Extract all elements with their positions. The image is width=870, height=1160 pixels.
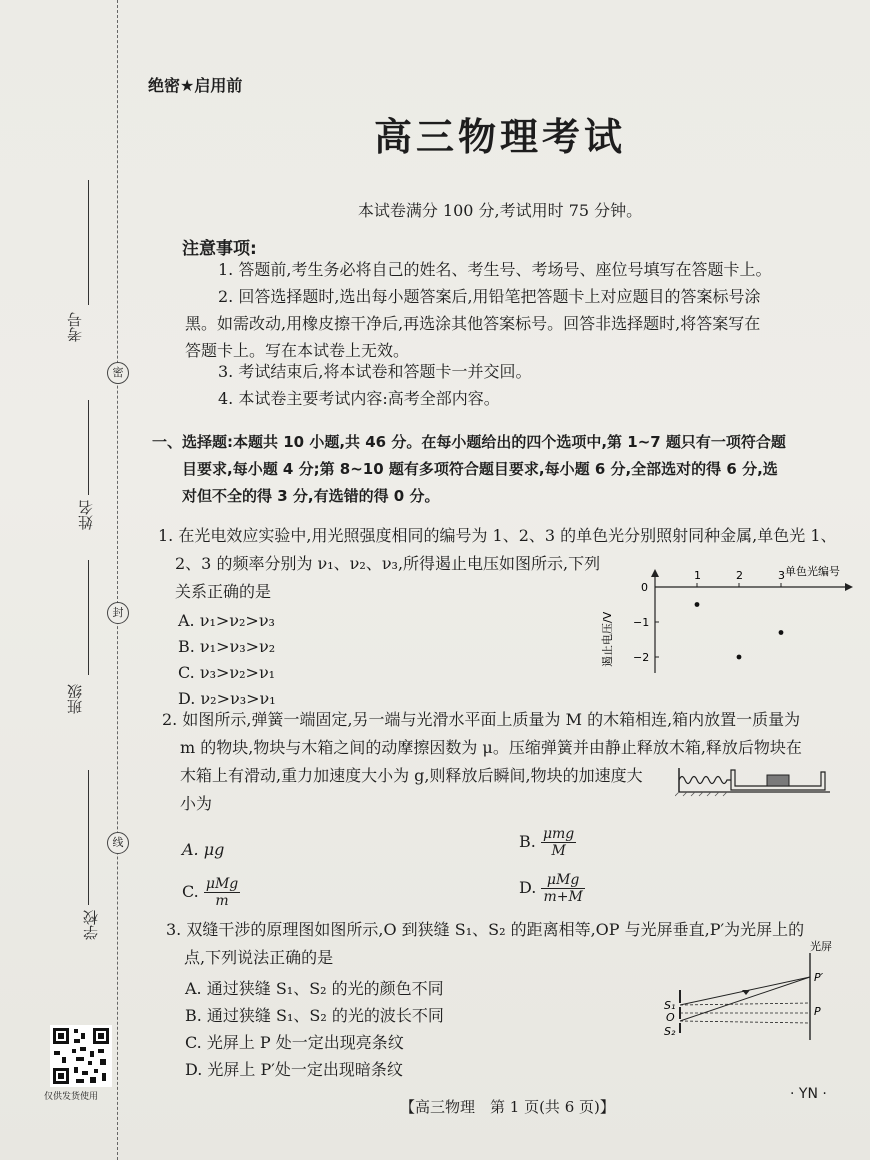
name-label: 姓名 <box>77 500 95 530</box>
notice-item-1: 1. 答题前,考生务必将自己的姓名、考生号、考场号、座位号填写在答题卡上。 <box>218 260 772 279</box>
q2-option-c: C. $\frac{\text{μMg}}{m}$ <box>182 876 239 909</box>
q3-stem-1: 3. 双缝干涉的原理图如图所示,O 到狭缝 S₁、S₂ 的距离相等,OP 与光屏垂直,P′为光屏上的 <box>166 920 805 939</box>
s1-label: S₁ <box>664 999 676 1012</box>
notice-item-2-cont: 黑。如需改动,用橡皮擦干净后,再选涂其他答案标号。回答非选择题时,将答案写在 <box>185 314 761 333</box>
q1-option-c: C. ν₃>ν₂>ν₁ <box>178 663 276 682</box>
p-label: P <box>814 1005 821 1018</box>
q1-stem-2: 2、3 的频率分别为 ν₁、ν₂、ν₃,所得遏止电压如图所示,下列 <box>175 554 601 573</box>
qr-caption: 仅供发货使用 <box>44 1092 99 1102</box>
x-tick-label-3: 3 <box>778 569 785 582</box>
qr-code-icon <box>50 1025 112 1087</box>
exam-no-label: 考号 <box>66 312 84 342</box>
x-tick-label-1: 1 <box>694 569 701 582</box>
y-tick-label--2: −2 <box>633 651 650 664</box>
binding-dash-line <box>117 0 118 1160</box>
q2-figure <box>675 762 835 798</box>
class-label: 班级 <box>66 684 84 714</box>
q3-figure <box>660 935 840 1045</box>
section-heading-2: 目要求,每小题 4 分;第 8~10 题有多项符合题目要求,每小题 6 分,全部选对的得 6 分,选 <box>182 460 778 478</box>
notice-item-3: 3. 考试结束后,将本试卷和答题卡一并交回。 <box>218 362 532 381</box>
q1-option-d: D. ν₂>ν₃>ν₁ <box>178 689 276 708</box>
page-title: 高三物理考试 <box>373 115 626 159</box>
q2-option-a: A. μg <box>182 840 225 859</box>
q1-stem-3: 关系正确的是 <box>175 582 272 601</box>
school-line <box>88 770 89 905</box>
y-tick-label--1: −1 <box>633 616 650 629</box>
page-footer: 【高三物理 第 1 页(共 6 页)】 <box>400 1098 615 1116</box>
school-label: 学校 <box>82 910 100 940</box>
p-prime-label: P′ <box>814 971 824 984</box>
y-tick-label-0: 0 <box>641 581 648 594</box>
footer-code: · YN · <box>790 1086 827 1102</box>
seal-mark-mi: 密 <box>107 362 129 384</box>
q3-option-c: C. 光屏上 P 处一定出现亮条纹 <box>185 1033 404 1052</box>
class-line <box>88 560 89 675</box>
y-axis-arrow <box>651 569 659 577</box>
seal-mark-xian: 线 <box>107 832 129 854</box>
notice-heading: 注意事项: <box>182 239 257 259</box>
notice-item-2: 2. 回答选择题时,选出每小题答案后,用铅笔把答题卡上对应题目的答案标号涂 <box>218 287 761 306</box>
secret-label: 绝密★启用前 <box>148 76 243 95</box>
x-axis-label: 单色光编号 <box>785 565 840 578</box>
y-axis-label: 遏止电压/V <box>601 611 614 667</box>
x-tick-label-2: 2 <box>736 569 743 582</box>
q1-stem-1: 1. 在光电效应实验中,用光照强度相同的编号为 1、2、3 的单色光分别照射同种金属,单色光 1、 <box>158 526 837 545</box>
data-point-3 <box>779 630 784 635</box>
seal-mark-feng: 封 <box>107 602 129 624</box>
q2-option-d: D. $\frac{\text{μMg}}{m+M}$ <box>519 872 583 905</box>
data-point-2 <box>737 655 742 660</box>
q2-stem-3: 木箱上有滑动,重力加速度大小为 g,则释放后瞬间,物块的加速度大 <box>180 766 643 785</box>
notice-item-2-end: 答题卡上。写在本试卷上无效。 <box>185 341 410 360</box>
q2-option-b: B. $\frac{\text{μmg}}{M}$ <box>519 826 575 859</box>
s2-label: S₂ <box>664 1025 676 1038</box>
exam-info: 本试卷满分 100 分,考试用时 75 分钟。 <box>357 201 643 220</box>
o-label: O <box>666 1011 675 1024</box>
notice-item-4: 4. 本试卷主要考试内容:高考全部内容。 <box>218 389 500 408</box>
q3-option-d: D. 光屏上 P′处一定出现暗条纹 <box>185 1060 403 1079</box>
name-line <box>88 400 89 495</box>
q2-stem-1: 2. 如图所示,弹簧一端固定,另一端与光滑水平面上质量为 M 的木箱相连,箱内放置一质量为 <box>162 710 801 729</box>
q3-stem-2: 点,下列说法正确的是 <box>184 948 334 967</box>
block <box>767 775 789 786</box>
q1-chart <box>595 555 870 685</box>
q3-option-a: A. 通过狭缝 S₁、S₂ 的光的颜色不同 <box>185 979 444 998</box>
screen-label: 光屏 <box>810 940 832 953</box>
spring <box>679 777 731 784</box>
q1-option-b: B. ν₁>ν₃>ν₂ <box>178 637 276 656</box>
q1-option-a: A. ν₁>ν₂>ν₃ <box>178 611 275 630</box>
q3-option-b: B. 通过狭缝 S₁、S₂ 的光的波长不同 <box>185 1006 444 1025</box>
section-heading-1: 一、选择题:本题共 10 小题,共 46 分。在每小题给出的四个选项中,第 1~7 题只有一项符合题 <box>152 433 786 451</box>
section-heading-3: 对但不全的得 3 分,有选错的得 0 分。 <box>182 487 440 505</box>
x-axis-arrow <box>845 583 853 591</box>
q2-stem-4: 小为 <box>180 794 213 813</box>
data-point-1 <box>695 602 700 607</box>
q2-stem-2: m 的物块,物块与木箱之间的动摩擦因数为 μ。压缩弹簧并由静止释放木箱,释放后物块在 <box>180 738 802 757</box>
